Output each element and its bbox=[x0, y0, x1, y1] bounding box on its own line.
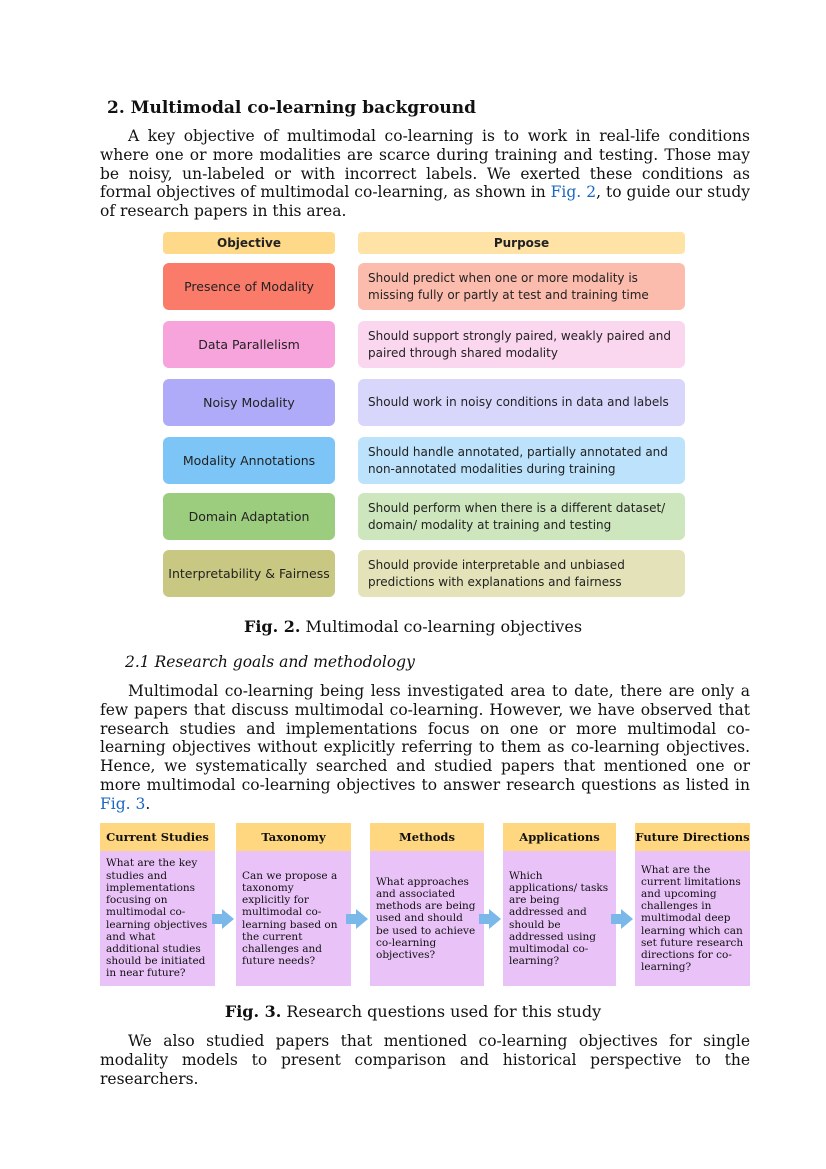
fig2-link[interactable]: Fig. 2 bbox=[550, 183, 597, 202]
purpose-header: Purpose bbox=[358, 232, 685, 254]
methodology-text-a: Multimodal co-learning being less investigated area to date, there are only a few papers that discuss multimodal co-learning. However, we have observed that research studies and implementations focus on one or more multimodal co-learning objectives without explicitly referring to them as co-learning objectives. Hence, we systematically searched and studied papers that mentioned one or more multimodal co-learning objectives to answer research questions as listed in bbox=[100, 682, 750, 794]
methodology-paragraph bbox=[100, 682, 750, 814]
rq-column bbox=[635, 823, 750, 986]
rq-column-title: Current Studies bbox=[100, 823, 215, 851]
rq-column-text: What are the key studies and implementations focusing on multimodal co-learning objectives and what additional studies should be initiated in near future? bbox=[100, 851, 215, 986]
rq-column-text: What are the current limitations and upcoming challenges in multimodal deep learning which can set future research directions for co-learning? bbox=[635, 851, 750, 986]
fig3-caption-label: Fig. 3. bbox=[224, 1002, 282, 1021]
rq-column bbox=[370, 823, 484, 986]
objective-cell: Domain Adaptation bbox=[163, 493, 335, 540]
rq-column-title: Applications bbox=[503, 823, 616, 851]
right-arrow-icon bbox=[356, 909, 368, 929]
objective-cell: Data Parallelism bbox=[163, 321, 335, 368]
rq-column bbox=[503, 823, 616, 986]
subsection-heading: 2.1 Research goals and methodology bbox=[125, 653, 415, 671]
fig3-caption-text: Research questions used for this study bbox=[281, 1002, 602, 1021]
objective-header: Objective bbox=[163, 232, 335, 254]
fig2-caption-label: Fig. 2. bbox=[243, 617, 301, 636]
section-heading: 2. Multimodal co-learning background bbox=[107, 98, 477, 118]
objective-cell: Noisy Modality bbox=[163, 379, 335, 426]
fig3-caption bbox=[0, 1002, 826, 1021]
closing-text: We also studied papers that mentioned co-learning objectives for single modality models to present comparison and historical perspective to the researchers. bbox=[100, 1032, 750, 1088]
purpose-cell: Should provide interpretable and unbiased predictions with explanations and fairness bbox=[358, 550, 685, 597]
rq-column-text: What approaches and associated methods are being used and should be used to achieve co-learning objectives? bbox=[370, 851, 484, 986]
fig3-research-questions bbox=[100, 823, 750, 988]
rq-column-title: Taxonomy bbox=[236, 823, 351, 851]
fig3-link[interactable]: Fig. 3 bbox=[100, 794, 146, 813]
intro-paragraph bbox=[100, 127, 750, 221]
rq-column bbox=[236, 823, 351, 986]
fig2-caption bbox=[0, 617, 826, 636]
objective-cell: Presence of Modality bbox=[163, 263, 335, 310]
rq-column bbox=[100, 823, 215, 986]
closing-paragraph bbox=[100, 1032, 750, 1088]
right-arrow-icon bbox=[222, 909, 234, 929]
purpose-cell: Should predict when one or more modality is missing fully or partly at test and training time bbox=[358, 263, 685, 310]
intro-text-b: , to guide our study of research papers in this area. bbox=[100, 183, 750, 221]
objective-cell: Modality Annotations bbox=[163, 437, 335, 484]
right-arrow-icon bbox=[489, 909, 501, 929]
fig2-objectives-table bbox=[163, 232, 687, 602]
right-arrow-icon bbox=[621, 909, 633, 929]
rq-column-title: Methods bbox=[370, 823, 484, 851]
rq-column-title: Future Directions bbox=[635, 823, 750, 851]
purpose-cell: Should work in noisy conditions in data and labels bbox=[358, 379, 685, 426]
rq-column-text: Which applications/ tasks are being addressed and should be addressed using multimodal co-learning? bbox=[503, 851, 616, 986]
intro-text-a: A key objective of multimodal co-learning is to work in real-life conditions where one or more modalities are scarce during training and testing. Those may be noisy, un-labeled or with incorrect labels. We exerted these conditions as formal objectives of multimodal co-learning, as shown in bbox=[100, 127, 750, 202]
objective-cell: Interpretability & Fairness bbox=[163, 550, 335, 597]
purpose-cell: Should handle annotated, partially annotated and non-annotated modalities during training bbox=[358, 437, 685, 484]
rq-column-text: Can we propose a taxonomy explicitly for multimodal co-learning based on the current challenges and future needs? bbox=[236, 851, 351, 986]
purpose-cell: Should perform when there is a different dataset/ domain/ modality at training and testing bbox=[358, 493, 685, 540]
methodology-text-b: . bbox=[145, 794, 151, 813]
fig2-caption-text: Multimodal co-learning objectives bbox=[300, 617, 583, 636]
purpose-cell: Should support strongly paired, weakly paired and paired through shared modality bbox=[358, 321, 685, 368]
